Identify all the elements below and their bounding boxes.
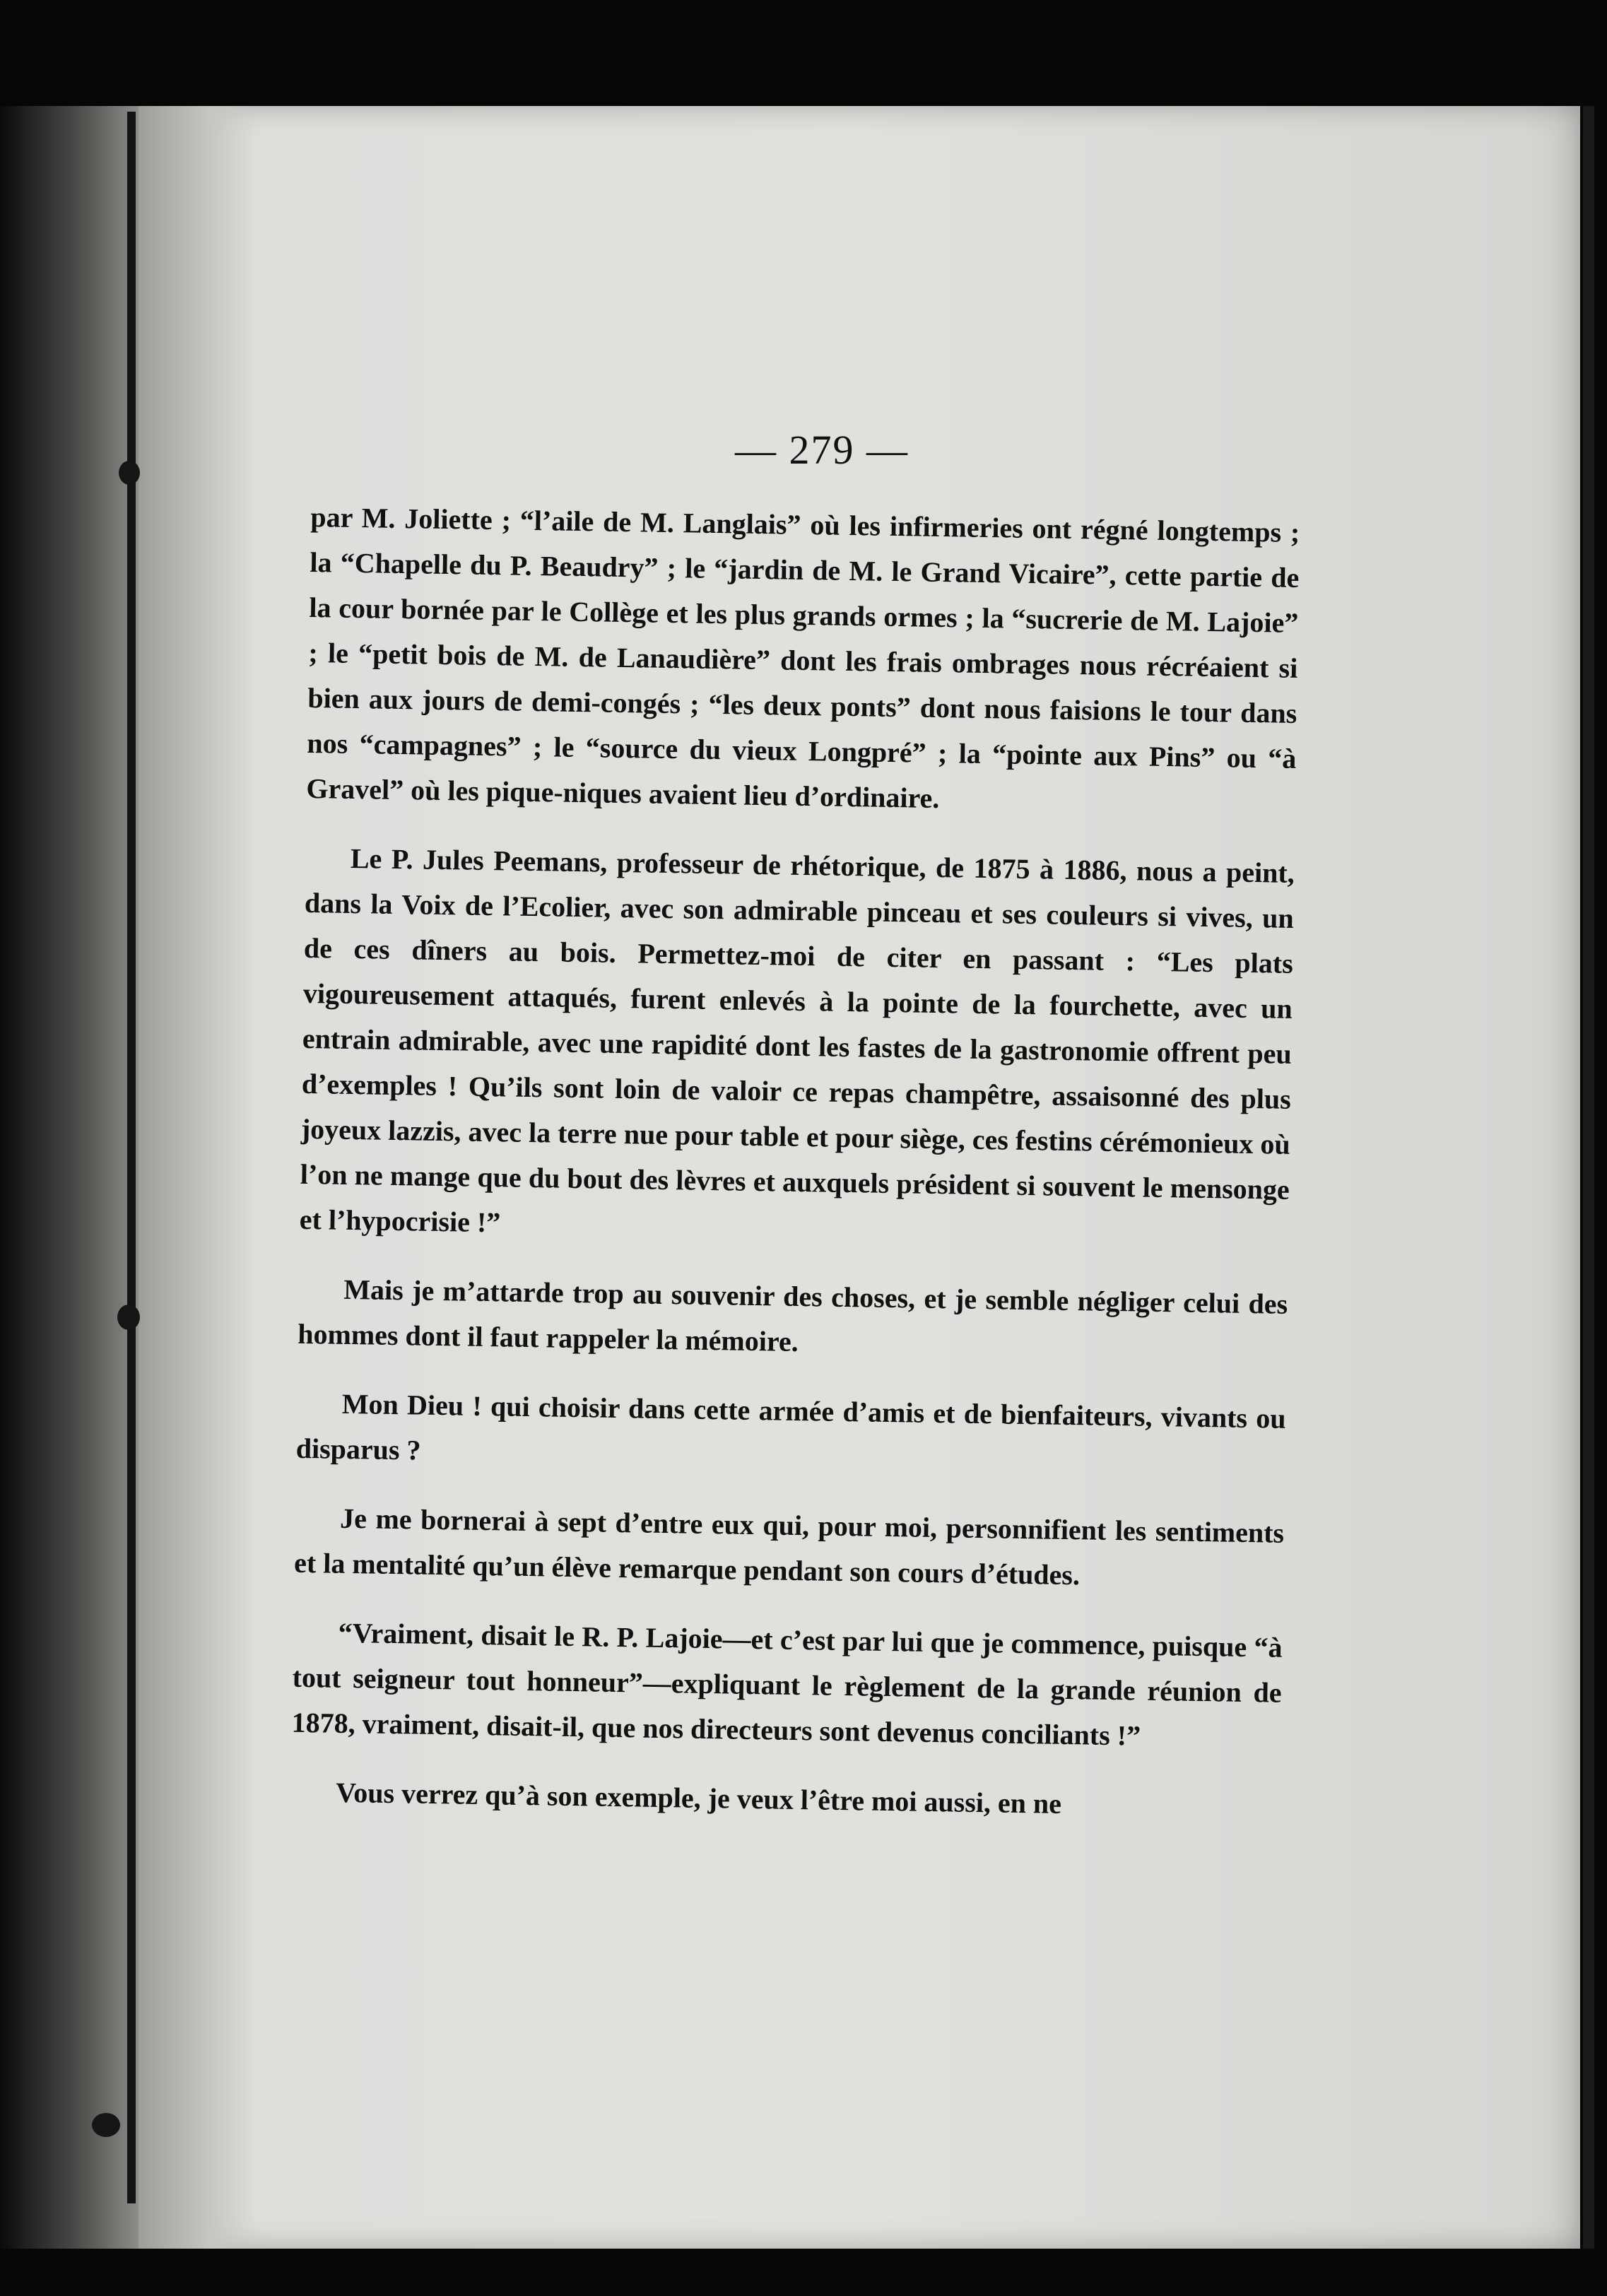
scan-right-border xyxy=(1583,106,1594,2249)
binding-mark xyxy=(117,1305,140,1330)
page-gutter-shadow xyxy=(139,106,259,2249)
paragraph: Mon Dieu ! qui choisir dans cette armée d’amis et de bienfaiteurs, vivants ou disparus ? xyxy=(295,1387,1286,1466)
binding-line xyxy=(127,112,136,2203)
scan-left-border xyxy=(0,106,139,2249)
paragraph: Le P. Jules Peemans, professeur de rhétorique, de 1875 à 1886, nous a peint, dans la Voix de l’Ecolier, avec son admirable pinceau et ses couleurs si vives, un de ces dîners au bois. Permettez-moi de citer en passant : “Les plats vigoureusement attaqués, furent enlevés à la pointe de la fourchette, avec un entrain admirable, avec une rapidité dont les fastes de la gastronomie offrent peu d’exemples ! Qu’ils sont loin de valoir ce repas champêtre, assaisonné des plus joyeux lazzis, avec la terre nue pour table et pour siège, ces festins cérémonieux où l’on ne mange que du bout des lèvres et auxquels président si souvent le mensonge et l’hypocrisie !” xyxy=(299,842,1295,1239)
paragraph: “Vraiment, disait le R. P. Lajoie—et c’est par lui que je commence, puisque “à tout seigneur tout honneur”—expliquant le règlement de la grande réunion de 1878, vraiment, disait-il, que nos directeurs sont devenus conciliants !” xyxy=(291,1616,1283,1752)
page-number: — 279 — xyxy=(735,427,909,473)
body-text xyxy=(290,495,1300,1854)
paragraph: Je me bornerai à sept d’entre eux qui, pour moi, personnifient les sentiments et la mentalité qu’un élève remarque pendant son cours d’études. xyxy=(293,1502,1285,1591)
paragraph: par M. Joliette ; “l’aile de M. Langlais” où les infirmeries ont régné longtemps ; la “Chapelle du P. Beaudry” ; le “jardin de M. le Grand Vicaire”, cette partie de la cour bornée par le Collège et les plus grands ormes ; la “sucrerie de M. Lajoie” ; le “petit bois de M. de Lanaudière” dont les frais ombrages nous récréaient si bien aux jours de demi-congés ; “les deux ponts” dont nous faisions le tour dans nos “campagnes” ; le “source du vieux Longpré” ; la “pointe aux Pins” ou “à Gravel” où les pique-niques avaient lieu d’ordinaire. xyxy=(306,500,1300,815)
paragraph: Vous verrez qu’à son exemple, je veux l’être moi aussi, en ne xyxy=(335,1776,1062,1820)
paragraph: Mais je m’attarde trop au souvenir des choses, et je semble négliger celui des hommes dont il faut rappeler la mémoire. xyxy=(297,1273,1288,1358)
binding-mark xyxy=(92,2113,120,2137)
binding-mark xyxy=(119,461,140,485)
